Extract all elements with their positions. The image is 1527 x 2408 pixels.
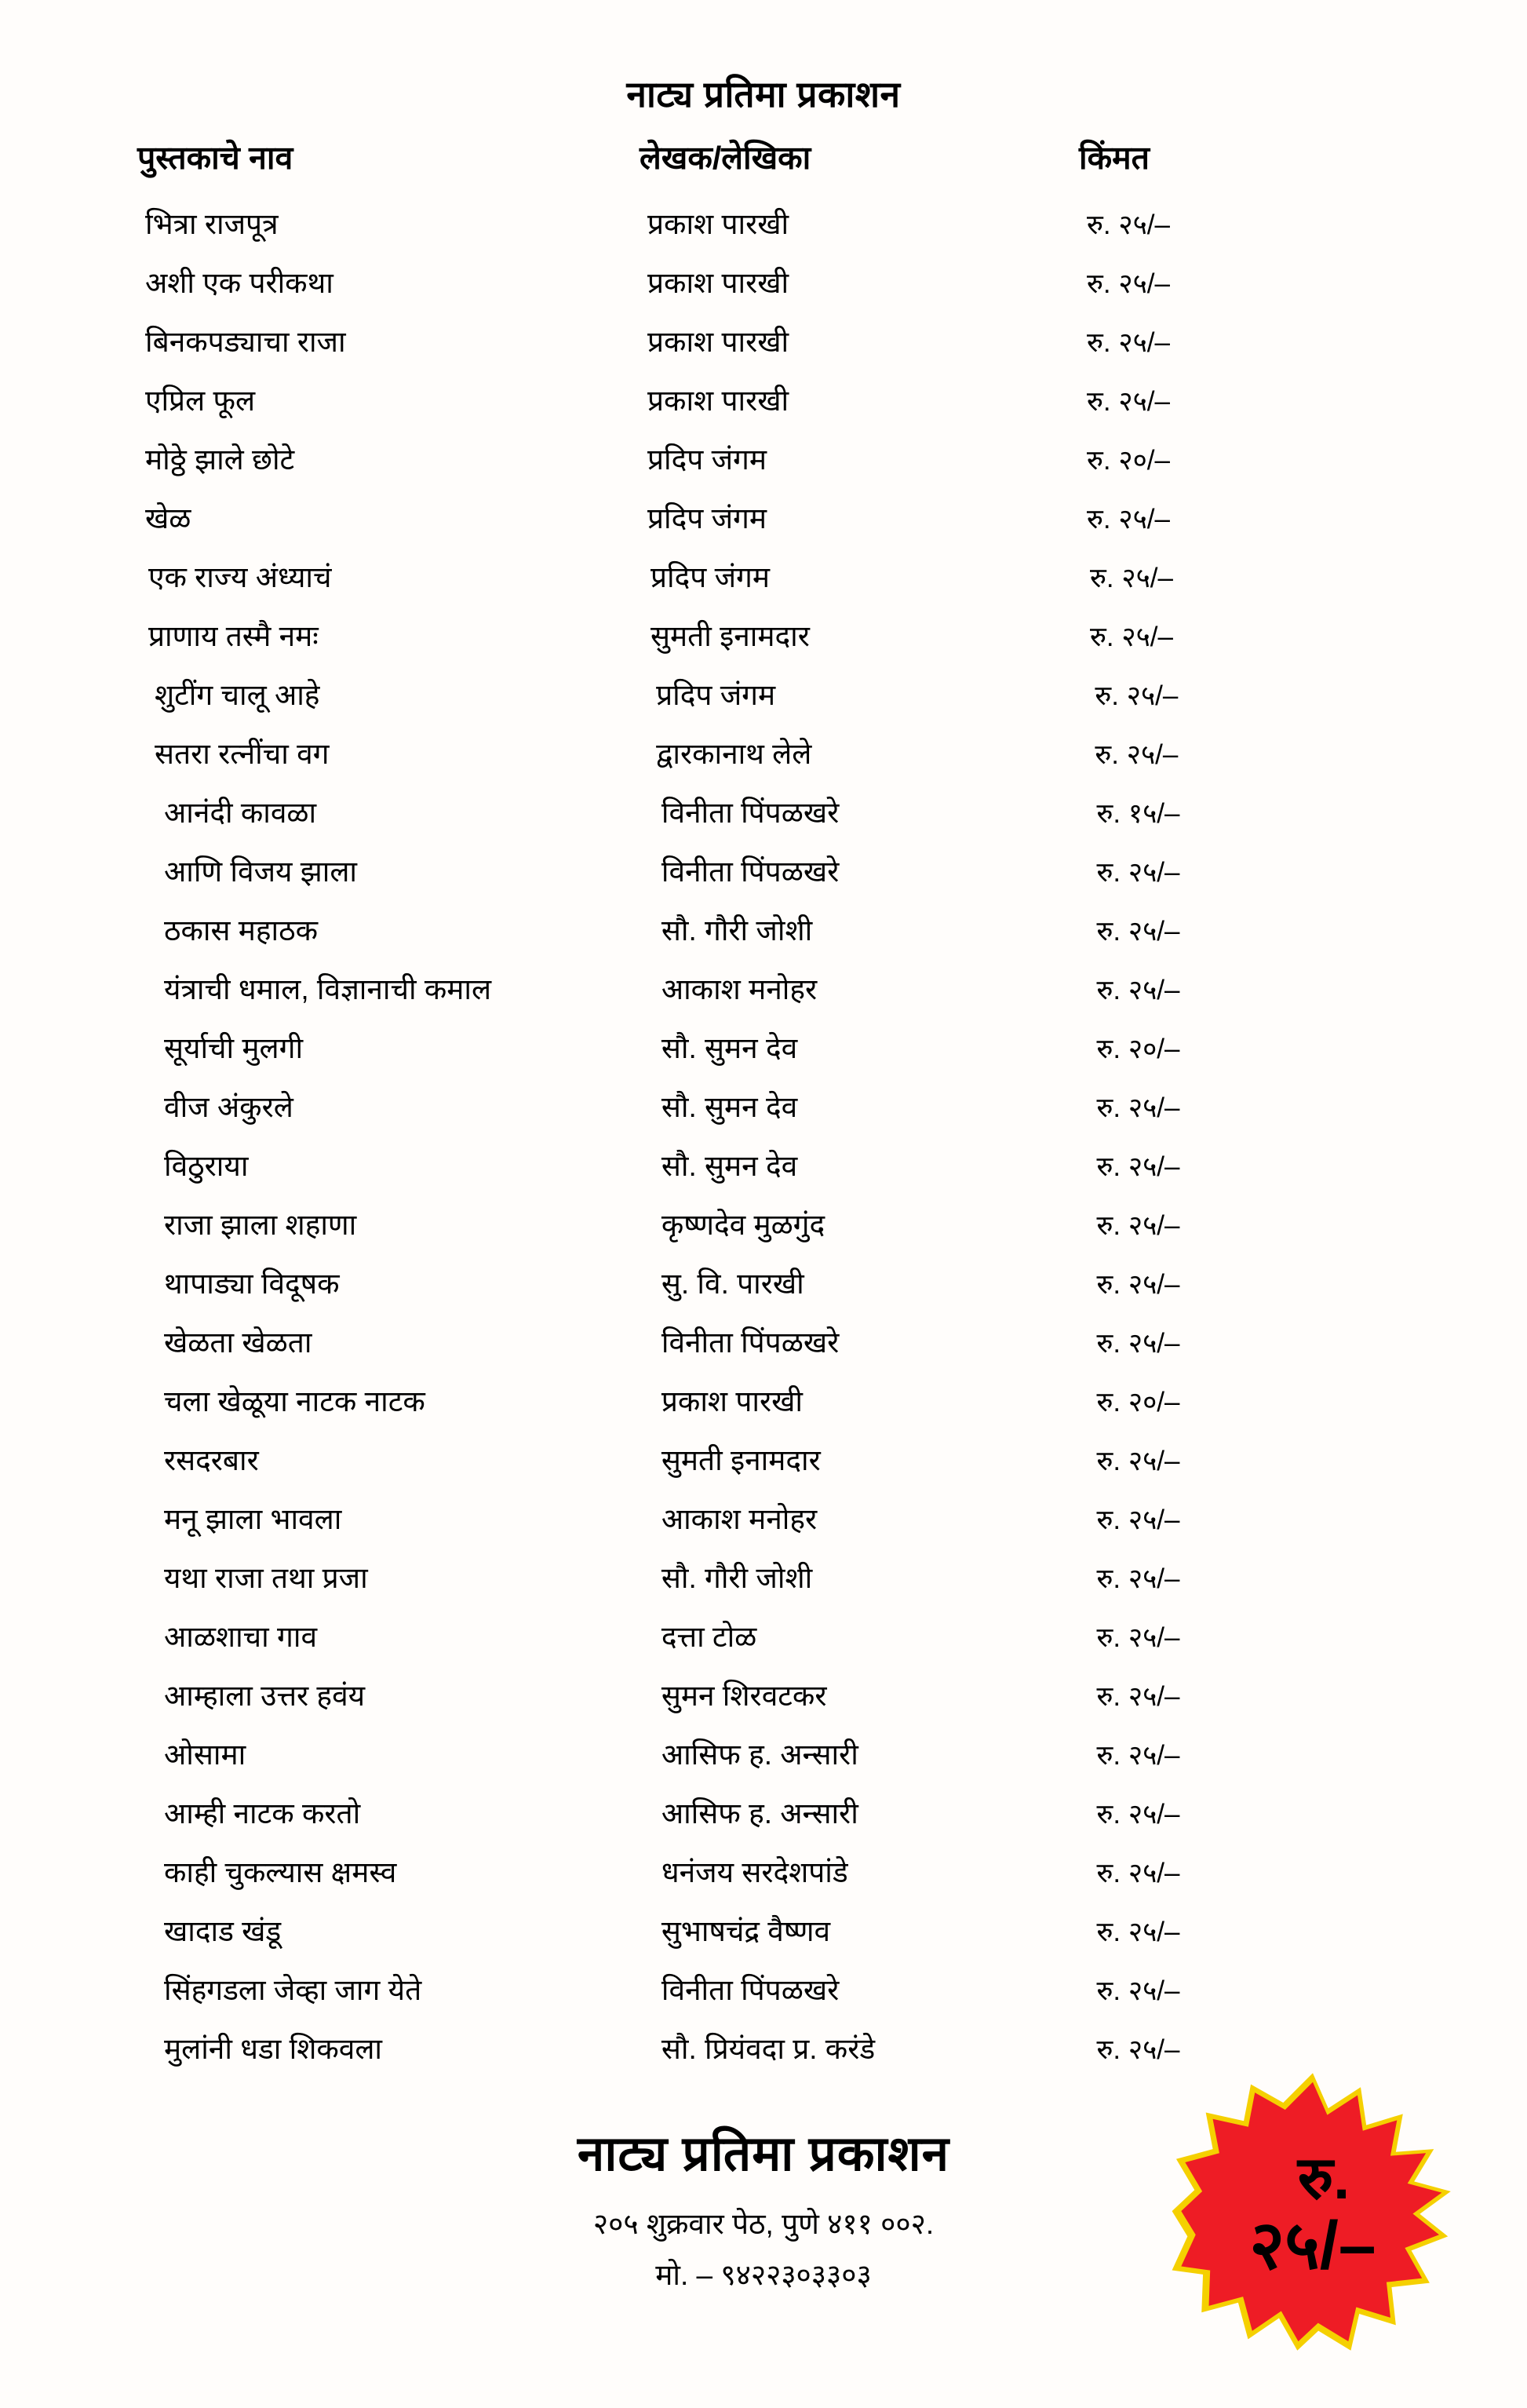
book-price: रु. २५/– bbox=[1087, 327, 1170, 358]
book-author: कृष्णदेव मुळगुंद bbox=[661, 1209, 825, 1241]
book-price: रु. २५/– bbox=[1096, 975, 1180, 1005]
book-author: प्रदिप जंगम bbox=[647, 443, 767, 476]
table-row bbox=[137, 1851, 1299, 1910]
book-price: रु. १५/– bbox=[1096, 798, 1180, 829]
book-title: बिनकपड्याचा राजा bbox=[145, 326, 346, 358]
price-amount: २५/– bbox=[1249, 2208, 1376, 2283]
book-price: रु. २५/– bbox=[1090, 622, 1173, 652]
book-author: आकाश मनोहर bbox=[661, 973, 818, 1005]
table-row bbox=[137, 379, 1299, 438]
table-row bbox=[137, 615, 1299, 673]
book-author: सुमती इनामदार bbox=[651, 620, 810, 652]
table-row bbox=[137, 673, 1299, 732]
table-row bbox=[137, 438, 1299, 497]
book-price: रु. २०/– bbox=[1096, 1034, 1180, 1064]
book-author: सुमती इनामदार bbox=[661, 1444, 821, 1476]
book-author: सु. वि. पारखी bbox=[661, 1268, 804, 1300]
table-row bbox=[137, 2027, 1299, 2086]
table-row bbox=[137, 261, 1299, 320]
book-title: रसदरबार bbox=[164, 1444, 259, 1476]
book-price: रु. २५/– bbox=[1096, 1210, 1180, 1241]
book-price: रु. २०/– bbox=[1096, 1387, 1180, 1417]
table-row bbox=[137, 1027, 1299, 1085]
book-price: रु. २५/– bbox=[1096, 1622, 1180, 1653]
book-price: रु. २५/– bbox=[1090, 563, 1173, 593]
column-header-price: किंमत bbox=[1079, 140, 1150, 176]
book-author: प्रदिप जंगम bbox=[656, 679, 776, 711]
book-title: चला खेळूया नाटक नाटक bbox=[164, 1385, 425, 1417]
book-author: प्रकाश पारखी bbox=[647, 385, 789, 417]
book-price: रु. २५/– bbox=[1096, 1917, 1180, 1947]
table-row bbox=[137, 1615, 1299, 1674]
table-row bbox=[137, 1498, 1299, 1556]
table-row bbox=[137, 1380, 1299, 1439]
book-price: रु. २०/– bbox=[1087, 445, 1170, 476]
table-row bbox=[137, 1262, 1299, 1321]
book-author: प्रकाश पारखी bbox=[647, 326, 789, 358]
book-price: रु. २५/– bbox=[1095, 739, 1179, 770]
book-title: सतरा रत्नींचा वग bbox=[155, 738, 330, 770]
book-author: विनीता पिंपळखरे bbox=[661, 797, 840, 829]
book-price: रु. २५/– bbox=[1096, 857, 1180, 888]
book-author: धनंजय सरदेशपांडे bbox=[661, 1856, 848, 1888]
table-row bbox=[137, 1792, 1299, 1851]
book-title: काही चुकल्यास क्षमस्व bbox=[164, 1856, 397, 1888]
book-author: प्रकाश पारखी bbox=[647, 267, 789, 299]
book-title: ठकास महाठक bbox=[164, 914, 319, 947]
table-row bbox=[137, 497, 1299, 556]
book-author: सुमन शिरवटकर bbox=[661, 1680, 827, 1712]
book-title: प्राणाय तस्मै नमः bbox=[148, 620, 319, 652]
table-header-row bbox=[137, 135, 1299, 202]
table-row bbox=[137, 1733, 1299, 1792]
book-author: सौ. प्रियंवदा प्र. करंडे bbox=[661, 2033, 876, 2065]
book-price: रु. २५/– bbox=[1087, 386, 1170, 417]
table-row bbox=[137, 1085, 1299, 1144]
book-title: यंत्राची धमाल, विज्ञानाची कमाल bbox=[164, 973, 492, 1005]
book-author: सौ. गौरी जोशी bbox=[661, 1562, 813, 1594]
book-price: रु. २५/– bbox=[1096, 1269, 1180, 1300]
price-badge bbox=[1160, 2061, 1466, 2367]
book-price: रु. २५/– bbox=[1087, 268, 1170, 299]
book-title: आनंदी कावळा bbox=[164, 797, 317, 829]
starburst-icon bbox=[1160, 2061, 1466, 2367]
book-price: रु. २५/– bbox=[1096, 1563, 1180, 1594]
book-title: मुलांनी धडा शिकवला bbox=[164, 2033, 383, 2065]
table-row bbox=[137, 1968, 1299, 2027]
book-price: रु. २५/– bbox=[1096, 1093, 1180, 1123]
book-author: दत्ता टोळ bbox=[661, 1621, 757, 1653]
table-row bbox=[137, 909, 1299, 968]
book-title: ओसामा bbox=[164, 1739, 246, 1771]
book-title: सूर्याची मुलगी bbox=[164, 1032, 304, 1064]
book-title: सिंहगडला जेव्हा जाग येते bbox=[164, 1974, 422, 2006]
table-row bbox=[137, 791, 1299, 850]
book-author: द्वारकानाथ लेले bbox=[656, 738, 812, 770]
book-author: सौ. गौरी जोशी bbox=[661, 914, 813, 947]
publisher-name: नाट्य प्रतिमा प्रकाशन bbox=[577, 2127, 950, 2181]
table-row bbox=[137, 320, 1299, 379]
book-price: रु. २५/– bbox=[1096, 2034, 1180, 2065]
book-author: विनीता पिंपळखरे bbox=[661, 1974, 840, 2006]
table-row bbox=[137, 1321, 1299, 1380]
table-row bbox=[137, 202, 1299, 261]
book-author: प्रदिप जंगम bbox=[647, 502, 767, 535]
book-title: खेळता खेळता bbox=[164, 1326, 312, 1359]
book-title: यथा राजा तथा प्रजा bbox=[164, 1562, 368, 1594]
book-author: सौ. सुमन देव bbox=[661, 1032, 798, 1064]
book-author: सौ. सुमन देव bbox=[661, 1091, 798, 1123]
book-title: वीज अंकुरले bbox=[164, 1091, 293, 1123]
book-author: आसिफ ह. अन्सारी bbox=[661, 1739, 858, 1771]
table-row bbox=[137, 968, 1299, 1027]
book-price: रु. २५/– bbox=[1096, 1740, 1180, 1771]
book-price: रु. २५/– bbox=[1087, 210, 1170, 240]
book-author: प्रकाश पारखी bbox=[647, 208, 789, 240]
book-author: विनीता पिंपळखरे bbox=[661, 856, 840, 888]
book-price: रु. २५/– bbox=[1087, 504, 1170, 535]
table-row bbox=[137, 850, 1299, 909]
column-header-author: लेखक/लेखिका bbox=[640, 140, 811, 176]
book-title: थापाड्या विदूषक bbox=[164, 1268, 340, 1300]
book-author: सौ. सुमन देव bbox=[661, 1150, 798, 1182]
table-row bbox=[137, 1439, 1299, 1498]
book-author: आकाश मनोहर bbox=[661, 1503, 818, 1535]
book-author: विनीता पिंपळखरे bbox=[661, 1326, 840, 1359]
book-title: शुटींग चालू आहे bbox=[155, 679, 320, 711]
book-title: आम्हाला उत्तर हवंय bbox=[164, 1680, 366, 1712]
book-title: अशी एक परीकथा bbox=[145, 267, 333, 299]
book-price: रु. २५/– bbox=[1096, 1799, 1180, 1830]
book-title: आम्ही नाटक करतो bbox=[164, 1797, 361, 1830]
book-title: खेळ bbox=[145, 502, 191, 535]
book-title: राजा झाला शहाणा bbox=[164, 1209, 357, 1241]
book-author: प्रकाश पारखी bbox=[661, 1385, 803, 1417]
book-title: एप्रिल फूल bbox=[145, 385, 256, 417]
book-price: रु. २५/– bbox=[1096, 1446, 1180, 1476]
book-list-table bbox=[137, 135, 1299, 2086]
book-title: विठुराया bbox=[164, 1150, 249, 1182]
page-title: नाट्य प्रतिमा प्रकाशन bbox=[626, 74, 901, 115]
book-title: भित्रा राजपूत्र bbox=[145, 208, 279, 240]
publisher-address: २०५ शुक्रवार पेठ, पुणे ४११ ००२. bbox=[592, 2208, 935, 2240]
book-title: एक राज्य अंध्याचं bbox=[148, 561, 332, 593]
book-price: रु. २५/– bbox=[1096, 916, 1180, 947]
table-row bbox=[137, 1203, 1299, 1262]
book-title: आणि विजय झाला bbox=[164, 856, 358, 888]
price-currency: रु. bbox=[1297, 2145, 1350, 2212]
table-row bbox=[137, 556, 1299, 615]
book-title: खादाड खंडू bbox=[164, 1915, 282, 1947]
book-title: आळशाचा गाव bbox=[164, 1621, 318, 1653]
table-row bbox=[137, 1144, 1299, 1203]
book-price: रु. २५/– bbox=[1096, 1681, 1180, 1712]
book-price: रु. २५/– bbox=[1096, 1505, 1180, 1535]
table-row bbox=[137, 1674, 1299, 1733]
book-price: रु. २५/– bbox=[1095, 680, 1179, 711]
table-row bbox=[137, 732, 1299, 791]
table-row bbox=[137, 1556, 1299, 1615]
book-title: मनू झाला भावला bbox=[164, 1503, 342, 1535]
book-price: रु. २५/– bbox=[1096, 1151, 1180, 1182]
book-title: मोठ्ठे झाले छोटे bbox=[145, 443, 295, 476]
book-price: रु. २५/– bbox=[1096, 1858, 1180, 1888]
book-price: रु. २५/– bbox=[1096, 1328, 1180, 1359]
book-author: प्रदिप जंगम bbox=[651, 561, 770, 593]
publisher-phone: मो. – ९४२२३०३३०३ bbox=[655, 2259, 872, 2291]
column-header-title: पुस्तकाचे नाव bbox=[137, 140, 293, 176]
table-row bbox=[137, 1910, 1299, 1968]
book-price: रु. २५/– bbox=[1096, 1976, 1180, 2006]
book-author: सुभाषचंद्र वैष्णव bbox=[661, 1915, 831, 1947]
book-author: आसिफ ह. अन्सारी bbox=[661, 1797, 858, 1830]
